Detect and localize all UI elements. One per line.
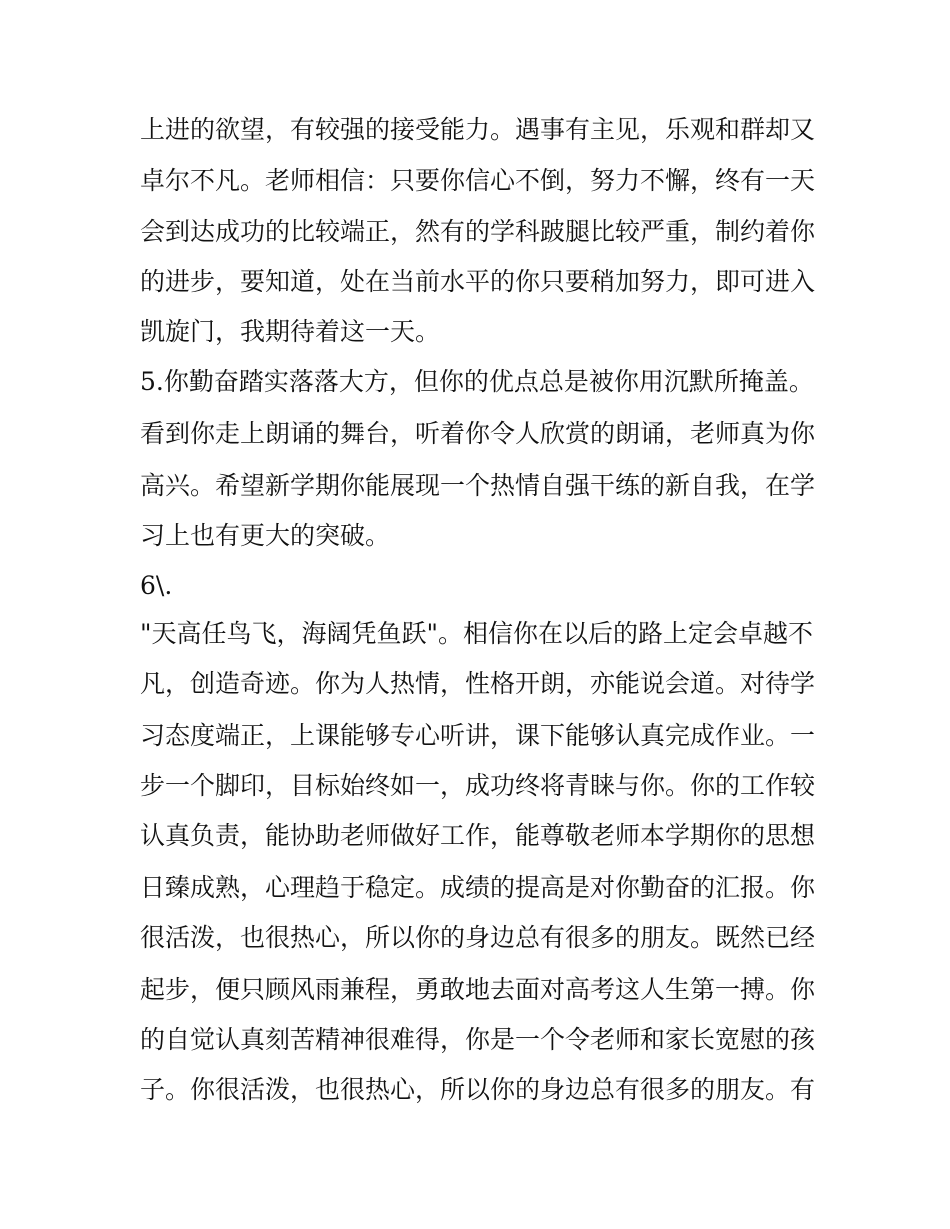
- text-line: 上进的欲望，有较强的接受能力。遇事有主见，乐观和群却又: [140, 115, 816, 144]
- text-line: 凯旋门，我期待着这一天。: [140, 317, 441, 346]
- text-line: 很活泼，也很热心，所以你的身边总有很多的朋友。既然已经: [140, 923, 816, 952]
- text-line: 高兴。希望新学期你能展现一个热情自强干练的新自我，在学: [140, 471, 816, 500]
- text-line: 步一个脚印，目标始终如一，成功终将青睐与你。你的工作较: [140, 771, 816, 800]
- text-line: 看到你走上朗诵的舞台，听着你令人欣赏的朗诵，老师真为你: [140, 419, 816, 448]
- text-line: 的自觉认真刻苦精神很难得，你是一个令老师和家长宽慰的孩: [140, 1025, 816, 1054]
- text-line: 凡，创造奇迹。你为人热情，性格开朗，亦能说会道。对待学: [140, 669, 816, 698]
- text-line: "天高任鸟飞，海阔凭鱼跃"。相信你在以后的路上定会卓越不: [140, 619, 814, 648]
- text-line: 习态度端正，上课能够专心听讲，课下能够认真完成作业。一: [140, 721, 816, 750]
- text-line: 子。你很活泼，也很热心，所以你的身边总有很多的朋友。有: [140, 1075, 816, 1104]
- text-line: 卓尔不凡。老师相信：只要你信心不倒，努力不懈，终有一天: [140, 166, 816, 195]
- text-line: 习上也有更大的突破。: [140, 521, 391, 550]
- text-line: 会到达成功的比较端正，然有的学科跛腿比较严重，制约着你: [140, 217, 816, 246]
- text-line: 起步，便只顾风雨兼程，勇敢地去面对高考这人生第一搏。你: [140, 975, 816, 1004]
- text-line: 认真负责，能协助老师做好工作，能尊敬老师本学期你的思想: [140, 821, 816, 850]
- text-line: 日臻成熟，心理趋于稳定。成绩的提高是对你勤奋的汇报。你: [140, 873, 816, 902]
- text-line: 的进步，要知道，处在当前水平的你只要稍加努力，即可进入: [140, 267, 816, 296]
- section-number: 6\.: [140, 571, 173, 600]
- text-line: 5.你勤奋踏实落落大方，但你的优点总是被你用沉默所掩盖。: [140, 367, 814, 396]
